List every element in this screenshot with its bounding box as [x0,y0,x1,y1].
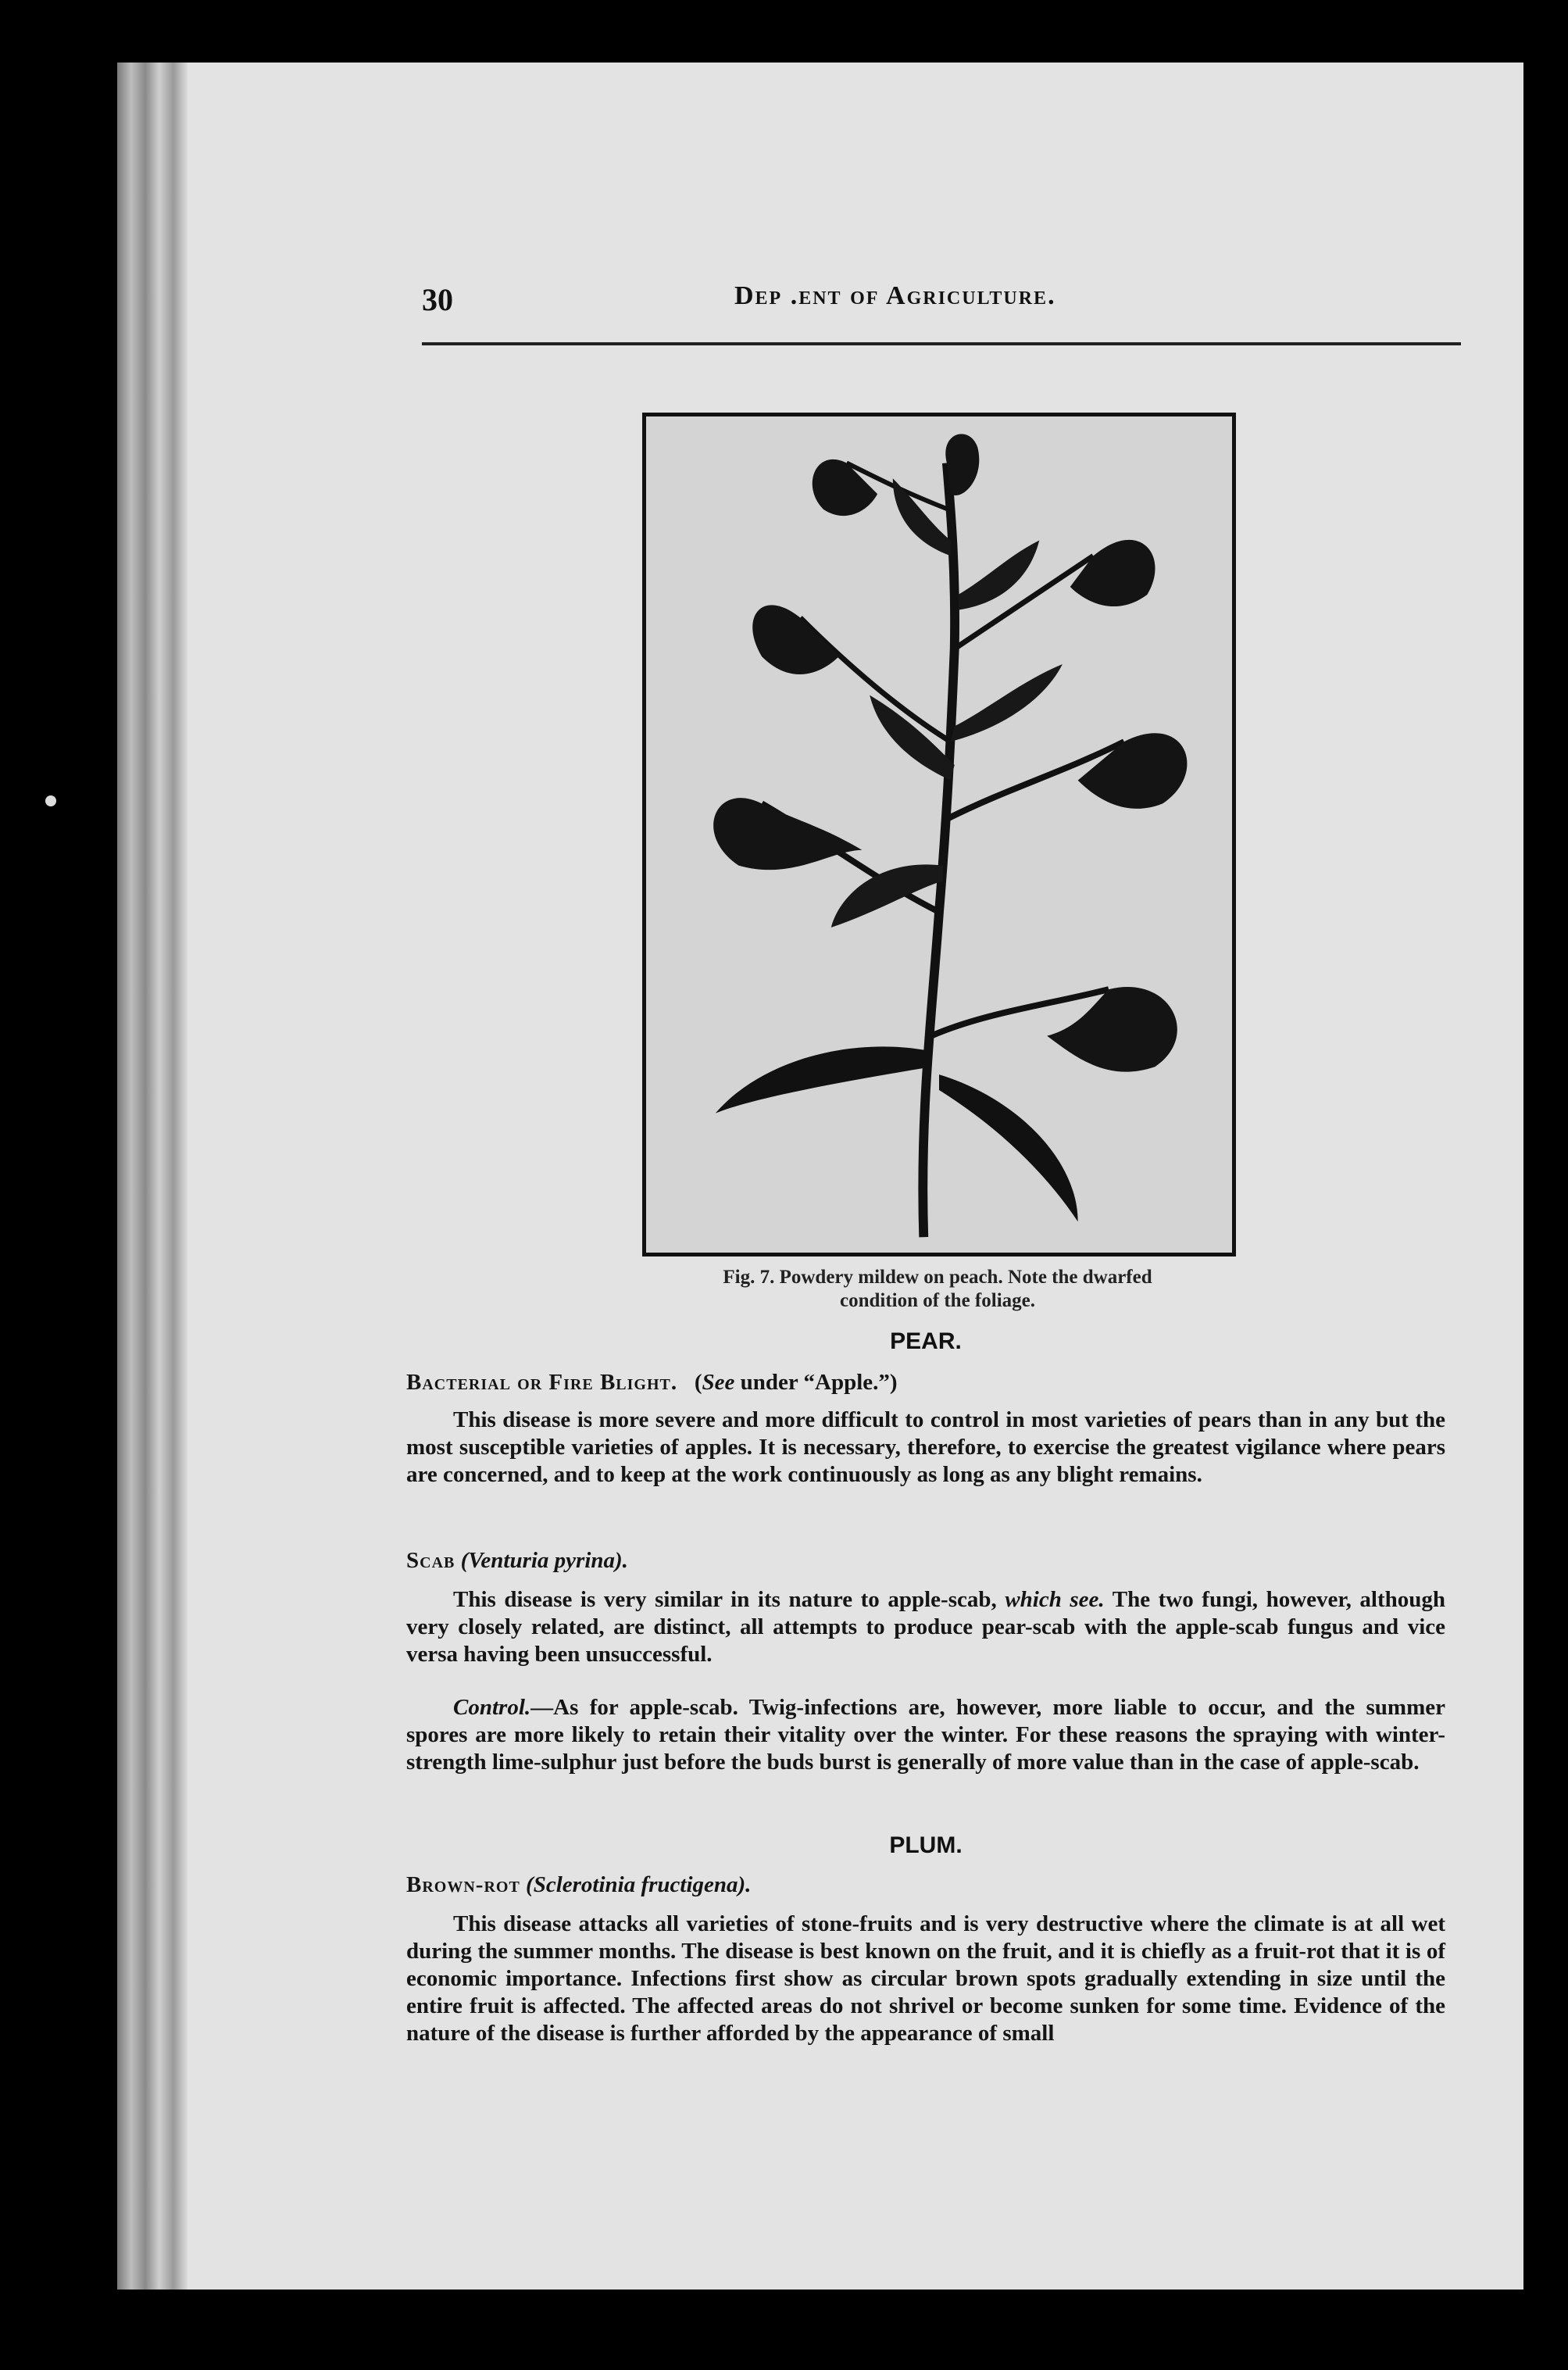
brown-rot-paragraph: This disease attacks all varieties of stone-fruits and is very destructive where the climate is at all wet during the summer months. The disease is best known on the fruit, and it is chiefly as a fruit-rot that it is of economic importance. Infections first show as circular brown spots gradually extending in size until the entire fruit is affected. The affected areas do not shrivel or become sunken for some time. Evidence of the nature of the disease is further afforded by the appearance of small [406,1911,1445,2046]
peach-branch-illustration [646,416,1232,1253]
page-header [422,281,1461,328]
caption-line-1: Fig. 7. Powdery mildew on peach. Note the dwarfed [723,1267,1152,1288]
scab-heading: Scab [406,1548,455,1573]
brown-rot-latin-name: (Sclerotinia fructigena). [526,1872,752,1897]
scab-latin-name: (Venturia pyrina). [460,1548,628,1573]
page-number: 30 [422,282,453,317]
margin-speck [45,795,56,806]
page-binding-edge [117,63,188,2290]
fire-blight-heading: Bacterial or Fire Blight. [406,1370,678,1395]
scab-which-see: which see. [1005,1587,1105,1612]
section-title-plum: PLUM. [889,1832,963,1858]
brown-rot-heading-line [406,1871,1445,1899]
fire-blight-ref-see: See [702,1370,735,1395]
caption-line-2: condition of the foliage. [840,1290,1035,1311]
fire-blight-heading-line [406,1369,1445,1396]
scab-heading-line [406,1547,1445,1575]
figure-peach-mildew [642,413,1236,1256]
figure-caption [578,1266,1297,1313]
fire-blight-ref-rest: under “Apple.”) [734,1370,898,1395]
scab-text-end: The two fungi, however, although very closely related, are distinct, all attempts to produce pear-scab with the apple-scab fungus and vice versa having been unsuccessful. [406,1587,1446,1667]
control-paragraph [406,1694,1445,1776]
header-rule [422,342,1461,345]
scab-text-start: This disease is very similar in its nature to apple-scab, [453,1587,997,1612]
fire-blight-paragraph: This disease is more severe and more difficult to control in most varieties of pears than in any but the most susceptible varieties of apples. It is necessary, therefore, to exercise the greatest vigilance where pears are concerned, and to keep at the work continuously as long as any blight remains. [406,1407,1445,1487]
scab-paragraph [406,1586,1445,1668]
section-title-pear: PEAR. [890,1328,962,1354]
fire-blight-ref-open: ( [694,1370,702,1395]
brown-rot-heading: Brown-rot [406,1872,520,1897]
control-label: Control. [453,1695,531,1720]
control-text: —As for apple-scab. Twig-infections are, however, more liable to occur, and the summer spores are more likely to retain their vitality over the winter. For these reasons the spraying with winter-strength lime-sulphur just before the buds burst is generally of more value than in the case of apple-scab. [406,1695,1445,1775]
running-head: Dep .ent of Agriculture. [734,281,1056,310]
